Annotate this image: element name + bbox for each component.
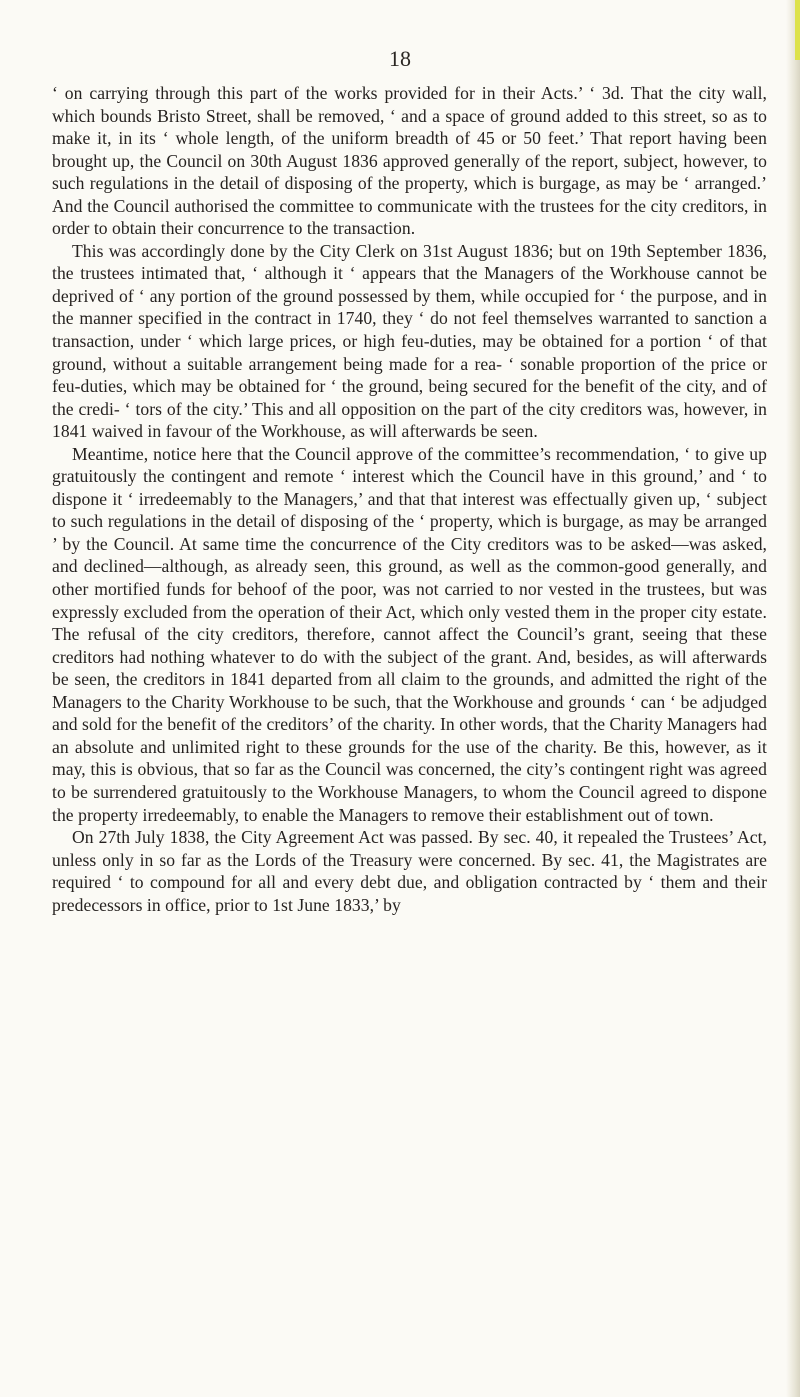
paragraph-4: On 27th July 1838, the City Agreement Act was passed. By sec. 40, it repealed the Trustees’ Act, unless only in so far as the Lords of the Treasury were concerned. By sec. 41, the Magistrates are required ‘ to compound for all and every debt due, and obligation contracted by ‘ them and their predecessors in office, prior to 1st June 1833,’ by bbox=[52, 827, 767, 915]
paragraph-3: Meantime, notice here that the Council approve of the committee’s recommendation, ‘ to give up gratuitously the contingent and remote ‘ interest which the Council have in this ground,’ and ‘ to dispone it ‘ irredeemably to the Managers,’ and that that interest was effectually given up, ‘ subject to such regulations in the detail of disposing of the ‘ property, which is burgage, as may be arranged ’ by the Council. At same time the concurrence of the City creditors was to be asked—was asked, and declined—although, as already seen, this ground, as well as the common-good generally, and other mortified funds for behoof of the poor, was not carried to nor vested in the trustees, but was expressly excluded from the operation of their Act, which only vested them in the proper city estate. The refusal of the city creditors, therefore, cannot affect the Council’s grant, seeing that these creditors had nothing whatever to do with the subject of the grant. And, besides, as will afterwards be seen, the creditors in 1841 departed from all claim to the grounds, and admitted the right of the Managers to the Charity Workhouse to be such, that the Workhouse and grounds ‘ can ‘ be adjudged and sold for the benefit of the creditors’ of the charity. In other words, that the Charity Managers had an absolute and unlimited right to these grounds for the use of the charity. Be this, however, as it may, this is obvious, that so far as the Council was concerned, the city’s contingent right was agreed to be surrendered gratuitously to the Workhouse Managers, to whom the Council agreed to dispone the property irredeemably, to enable the Managers to remove their establishment out of town. bbox=[52, 443, 767, 825]
page-edge-tab bbox=[795, 0, 800, 60]
paragraph-1: ‘ on carrying through this part of the works provided for in their Acts.’ ‘ 3d. That the city wall, which bounds Bristo Street, shall be removed, ‘ and a space of ground added to this street, so as to make it, in its ‘ whole length, of the uniform breadth of 45 or 50 feet.’ That report having been brought up, the Council on 30th August 1836 approved generally of the report, subject, however, to such regulations in the detail of disposing of the property, which is burgage, as may be ‘ arranged.’ And the Council authorised the committee to communicate with the trustees for the city creditors, in order to obtain their concurrence to the transaction. bbox=[52, 83, 767, 239]
paragraph-2: This was accordingly done by the City Clerk on 31st August 1836; but on 19th September 1836, the trustees intimated that, ‘ although it ‘ appears that the Managers of the Workhouse cannot be deprived of ‘ any portion of the ground possessed by them, while occupied for ‘ the purpose, and in the manner specified in the contract in 1740, they ‘ do not feel themselves warranted to sanction a transaction, under ‘ which large prices, or high feu-duties, may be obtained for a portion ‘ of that ground, without a suitable arrangement being made for a rea- ‘ sonable proportion of the price or feu-duties, which may be obtained for ‘ the ground, being secured for the benefit of the city, and of the credi- ‘ tors of the city.’ This and all opposition on the part of the city creditors was, however, in 1841 waived in favour of the Workhouse, as will afterwards be seen. bbox=[52, 240, 767, 442]
page-number: 18 bbox=[389, 46, 411, 71]
page-edge-shadow bbox=[786, 0, 800, 1397]
body-text bbox=[52, 82, 767, 916]
